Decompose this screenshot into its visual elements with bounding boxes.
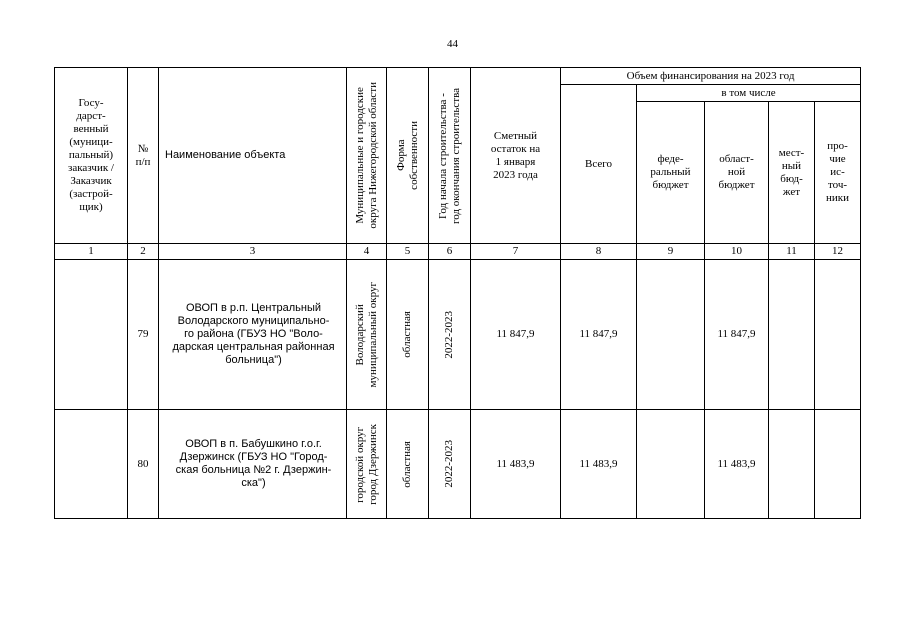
- row-ownership: [387, 410, 429, 519]
- colnum-4: 4: [347, 244, 387, 260]
- header-including: в том числе: [637, 85, 861, 102]
- row-ownership-text: областная: [401, 440, 413, 488]
- row-regional: 11 847,9: [705, 260, 769, 410]
- header-district: [347, 68, 387, 244]
- colnum-5: 5: [387, 244, 429, 260]
- colnum-1: 1: [55, 244, 128, 260]
- colnum-2: 2: [128, 244, 159, 260]
- row-other: [815, 260, 861, 410]
- row-object-name: ОВОП в р.п. Центральный Володарского муниципально- го района (ГБУЗ НО "Воло- дарская центральная районная больница"): [159, 260, 347, 410]
- row-years: [429, 260, 471, 410]
- row-total: 11 847,9: [561, 260, 637, 410]
- row-district-text: городской округ город Дзержинск: [353, 423, 379, 505]
- header-ownership-text: Форма собственности: [394, 121, 420, 190]
- header-funding-title: Объем финансирования на 2023 год: [561, 68, 861, 85]
- header-local: мест- ный бюд- жет: [769, 102, 815, 244]
- row-years-text: 2022-2023: [443, 440, 455, 488]
- row-ownership-text: областная: [401, 311, 413, 358]
- row-other: [815, 410, 861, 519]
- row-district: [347, 410, 387, 519]
- colnum-9: 9: [637, 244, 705, 260]
- header-ownership: [387, 68, 429, 244]
- header-balance: Сметный остаток на 1 января 2023 года: [471, 68, 561, 244]
- row-balance: 11 483,9: [471, 410, 561, 519]
- row-district: [347, 260, 387, 410]
- row-years: [429, 410, 471, 519]
- row-number: 80: [128, 410, 159, 519]
- page-number: 44: [447, 38, 458, 50]
- row-total: 11 483,9: [561, 410, 637, 519]
- header-years: [429, 68, 471, 244]
- row-ownership: [387, 260, 429, 410]
- row-balance: 11 847,9: [471, 260, 561, 410]
- financing-table: [54, 67, 861, 519]
- row-years-text: 2022-2023: [443, 310, 455, 359]
- row-district-text: Володарский муниципальный округ: [353, 281, 379, 388]
- header-other: про- чие ис- точ- ники: [815, 102, 861, 244]
- row-federal: [637, 260, 705, 410]
- header-federal: феде- ральный бюджет: [637, 102, 705, 244]
- colnum-7: 7: [471, 244, 561, 260]
- header-years-text: Год начала строительства - год окончания строительства: [436, 87, 462, 224]
- colnum-3: 3: [159, 244, 347, 260]
- colnum-10: 10: [705, 244, 769, 260]
- header-regional: област- ной бюджет: [705, 102, 769, 244]
- row-customer: [55, 410, 128, 519]
- row-federal: [637, 410, 705, 519]
- header-object-name: Наименование объекта: [159, 68, 347, 244]
- row-local: [769, 410, 815, 519]
- table-row: [55, 410, 861, 519]
- row-regional: 11 483,9: [705, 410, 769, 519]
- header-district-text: Муниципальные и городские округа Нижегородской области: [353, 82, 379, 229]
- colnum-11: 11: [769, 244, 815, 260]
- row-object-name: ОВОП в п. Бабушкино г.о.г. Дзержинск (ГБУЗ НО "Город- ская больница №2 г. Дзержин- ска"): [159, 410, 347, 519]
- header-total: Всего: [561, 85, 637, 244]
- table-row: [55, 260, 861, 410]
- row-local: [769, 260, 815, 410]
- column-numbers-row: [55, 244, 861, 260]
- header-customer: Госу- дарст- венный (муници- пальный) заказчик / Заказчик (застрой- щик): [55, 68, 128, 244]
- row-customer: [55, 260, 128, 410]
- colnum-8: 8: [561, 244, 637, 260]
- row-number: 79: [128, 260, 159, 410]
- header-number: № п/п: [128, 68, 159, 244]
- colnum-6: 6: [429, 244, 471, 260]
- colnum-12: 12: [815, 244, 861, 260]
